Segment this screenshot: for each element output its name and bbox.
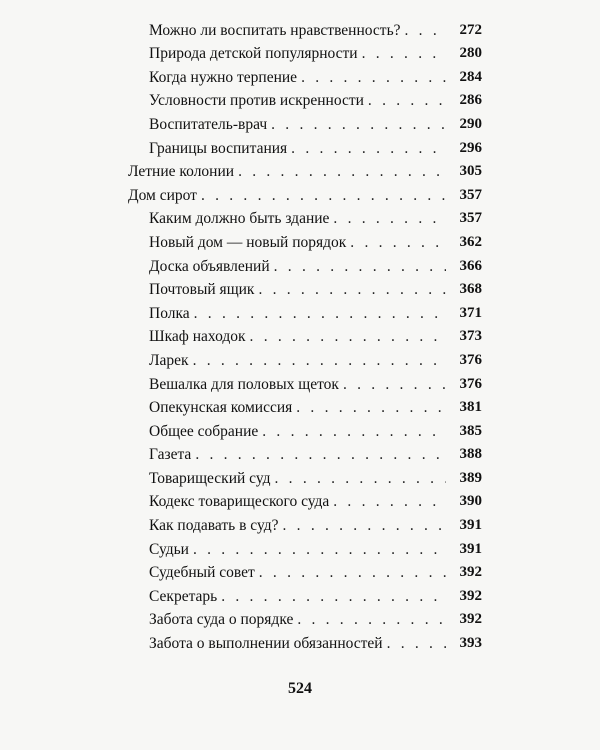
dot-leader bbox=[283, 516, 446, 535]
toc-entry-page: 392 bbox=[459, 611, 482, 628]
toc-entry-title: Газета bbox=[149, 446, 192, 464]
toc-entry-title: Условности против искренности bbox=[149, 92, 364, 110]
toc-entry-page: 368 bbox=[459, 281, 482, 298]
toc-entry-title: Воспитатель-врач bbox=[149, 115, 268, 133]
toc-entry bbox=[0, 464, 600, 488]
dot-leader bbox=[193, 540, 446, 559]
toc-entry bbox=[0, 205, 600, 229]
dot-leader bbox=[258, 280, 446, 299]
toc-entry bbox=[0, 40, 600, 64]
toc-entry bbox=[0, 488, 600, 512]
toc-entry-page: 388 bbox=[459, 446, 482, 463]
toc-entry-title: Ларек bbox=[149, 351, 189, 369]
toc-entry-title: Забота суда о порядке bbox=[149, 611, 294, 629]
dot-leader bbox=[193, 351, 446, 370]
toc-entry-page: 391 bbox=[459, 540, 482, 557]
toc-entry bbox=[0, 394, 600, 418]
toc-entry bbox=[0, 110, 600, 134]
dot-leader bbox=[271, 115, 446, 134]
dot-leader bbox=[350, 233, 446, 252]
toc-entry bbox=[0, 63, 600, 87]
toc-entry-title: Каким должно быть здание bbox=[149, 210, 330, 228]
toc-entry-title: Забота о выполнении обязанностей bbox=[149, 635, 383, 653]
toc-entry-page: 357 bbox=[459, 186, 482, 203]
toc-entry bbox=[0, 299, 600, 323]
toc-entry-title: Товарищеский суд bbox=[149, 469, 271, 487]
toc-entry-page: 362 bbox=[459, 233, 482, 250]
toc-entry-page: 381 bbox=[459, 399, 482, 416]
toc-entry-title: Почтовый ящик bbox=[149, 281, 255, 299]
toc-entry-title: Секретарь bbox=[149, 587, 218, 605]
dot-leader bbox=[387, 634, 446, 653]
toc-entry-page: 296 bbox=[459, 139, 482, 156]
toc-entry-page: 357 bbox=[459, 210, 482, 227]
toc-entry-page: 290 bbox=[459, 115, 482, 132]
toc-entry-title: Как подавать в суд? bbox=[149, 517, 279, 535]
toc-entry-page: 305 bbox=[459, 163, 482, 180]
table-of-contents bbox=[0, 16, 600, 653]
toc-entry-page: 376 bbox=[459, 351, 482, 368]
toc-entry-page: 280 bbox=[459, 45, 482, 62]
toc-entry-title: Вешалка для половых щеток bbox=[149, 375, 339, 393]
dot-leader bbox=[262, 422, 446, 441]
dot-leader bbox=[301, 68, 446, 87]
toc-entry-title: Можно ли воспитать нравственность? bbox=[149, 21, 401, 39]
toc-entry-page: 385 bbox=[459, 422, 482, 439]
toc-entry-page: 284 bbox=[459, 68, 482, 85]
toc-entry-page: 376 bbox=[459, 375, 482, 392]
toc-entry-title: Дом сирот bbox=[128, 186, 197, 204]
dot-leader bbox=[291, 139, 446, 158]
page-number: 524 bbox=[288, 680, 312, 697]
toc-entry bbox=[0, 370, 600, 394]
toc-entry bbox=[0, 16, 600, 40]
toc-entry bbox=[0, 276, 600, 300]
dot-leader bbox=[194, 304, 446, 323]
toc-entry-title: Судьи bbox=[149, 540, 189, 558]
dot-leader bbox=[195, 445, 446, 464]
toc-entry-page: 371 bbox=[459, 304, 482, 321]
toc-entry-title: Шкаф находок bbox=[149, 328, 246, 346]
toc-entry-page: 373 bbox=[459, 328, 482, 345]
toc-entry bbox=[0, 535, 600, 559]
dot-leader bbox=[362, 44, 446, 63]
dot-leader bbox=[333, 492, 446, 511]
toc-entry bbox=[0, 228, 600, 252]
dot-leader bbox=[201, 186, 446, 205]
toc-entry-title: Природа детской популярности bbox=[149, 45, 358, 63]
toc-entry bbox=[0, 606, 600, 630]
toc-entry bbox=[0, 582, 600, 606]
dot-leader bbox=[333, 209, 446, 228]
dot-leader bbox=[250, 327, 446, 346]
dot-leader bbox=[275, 469, 446, 488]
toc-entry-page: 272 bbox=[459, 21, 482, 38]
toc-entry bbox=[0, 134, 600, 158]
toc-entry bbox=[0, 323, 600, 347]
dot-leader bbox=[238, 162, 446, 181]
toc-entry-title: Опекунская комиссия bbox=[149, 399, 293, 417]
toc-entry-title: Когда нужно терпение bbox=[149, 68, 298, 86]
dot-leader bbox=[296, 398, 446, 417]
toc-entry bbox=[0, 346, 600, 370]
toc-entry bbox=[0, 252, 600, 276]
toc-entry-title: Новый дом — новый порядок bbox=[149, 233, 347, 251]
toc-entry-title: Полка bbox=[149, 304, 190, 322]
toc-entry-page: 286 bbox=[459, 92, 482, 109]
dot-leader bbox=[297, 610, 446, 629]
toc-entry-page: 391 bbox=[459, 517, 482, 534]
toc-entry bbox=[0, 511, 600, 535]
toc-entry bbox=[0, 158, 600, 182]
toc-entry bbox=[0, 629, 600, 653]
dot-leader bbox=[259, 563, 446, 582]
dot-leader bbox=[221, 587, 446, 606]
toc-entry bbox=[0, 181, 600, 205]
toc-entry-page: 366 bbox=[459, 257, 482, 274]
toc-entry bbox=[0, 559, 600, 583]
toc-entry-title: Кодекс товарищеского суда bbox=[149, 493, 330, 511]
dot-leader bbox=[405, 21, 446, 40]
dot-leader bbox=[368, 91, 446, 110]
toc-entry-title: Общее собрание bbox=[149, 422, 259, 440]
dot-leader bbox=[343, 375, 446, 394]
toc-entry-title: Границы воспитания bbox=[149, 139, 288, 157]
toc-entry-page: 389 bbox=[459, 469, 482, 486]
dot-leader bbox=[274, 257, 446, 276]
toc-entry-title: Летние колонии bbox=[128, 163, 235, 181]
toc-entry-title: Доска объявлений bbox=[149, 257, 270, 275]
toc-entry-page: 392 bbox=[459, 587, 482, 604]
toc-entry-title: Судебный совет bbox=[149, 564, 255, 582]
toc-entry-page: 392 bbox=[459, 564, 482, 581]
toc-entry bbox=[0, 87, 600, 111]
toc-entry bbox=[0, 417, 600, 441]
toc-entry-page: 393 bbox=[459, 635, 482, 652]
toc-entry bbox=[0, 441, 600, 465]
toc-entry-page: 390 bbox=[459, 493, 482, 510]
